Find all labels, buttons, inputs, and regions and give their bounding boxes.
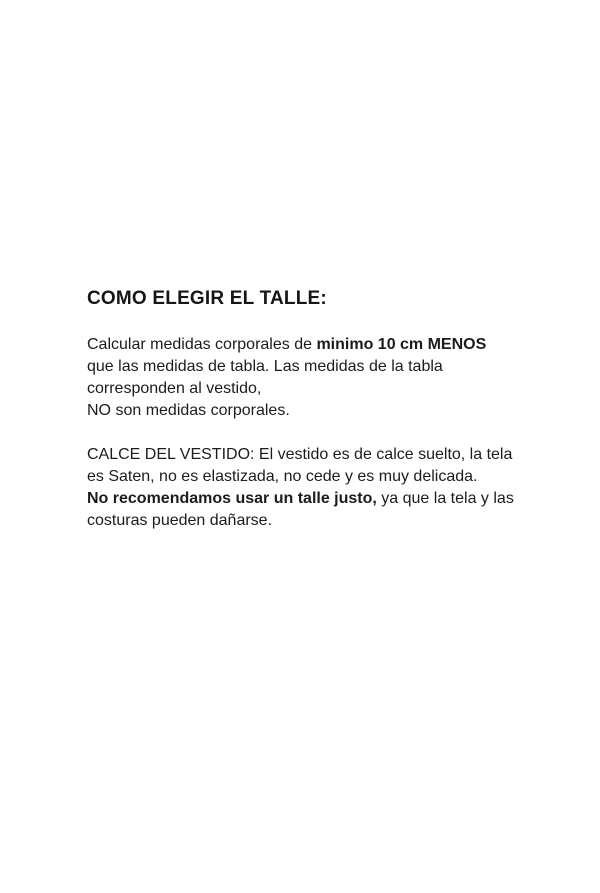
- size-guide-paragraph-1: [87, 334, 517, 422]
- bold-text-run: minimo 10 cm MENOS: [316, 336, 487, 353]
- bold-text-run: No recomendamos usar un talle justo,: [87, 490, 377, 507]
- text-run: que las medidas de tabla. Las medidas de la tabla corresponden al vestido,: [87, 358, 443, 397]
- size-guide-paragraphs: [87, 334, 517, 532]
- text-run: ya que la tela y las costuras pueden dañarse.: [87, 490, 514, 529]
- text-run: NO son medidas corporales.: [87, 402, 290, 419]
- size-guide-paragraph-2: [87, 444, 517, 532]
- text-run: CALCE DEL VESTIDO: El vestido es de calce suelto, la tela es Saten, no es elastizada, no cede y es muy delicada.: [87, 446, 513, 485]
- text-run: Calcular medidas corporales de: [87, 336, 317, 353]
- size-guide-document: [87, 287, 517, 554]
- size-guide-heading: COMO ELEGIR EL TALLE:: [87, 288, 327, 309]
